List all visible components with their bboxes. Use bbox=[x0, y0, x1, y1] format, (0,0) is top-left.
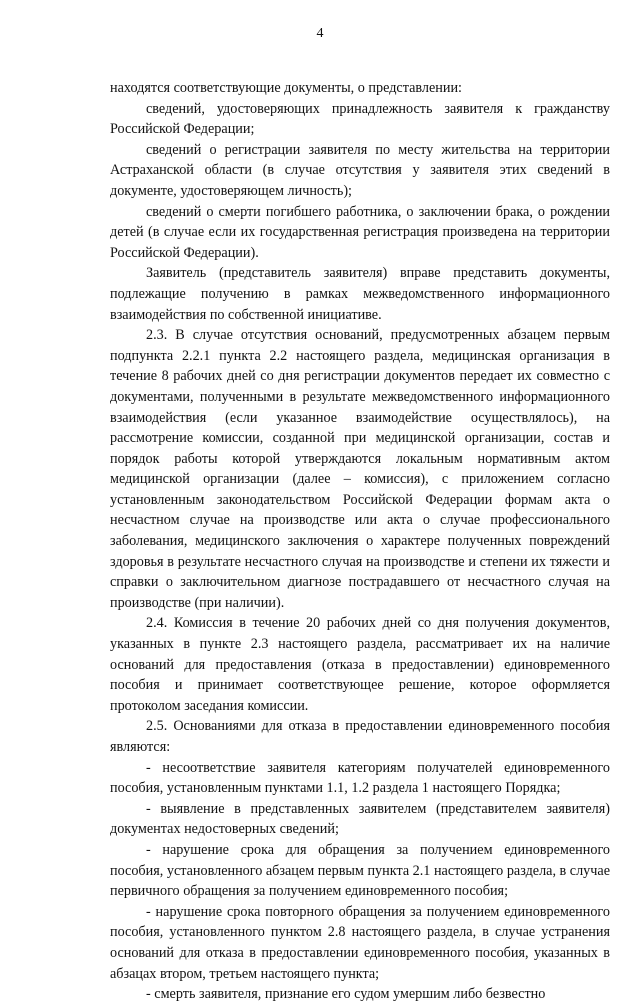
paragraph: сведений о регистрации заявителя по месту жительства на территории Астраханской области (в случае отсутствия у заявителя этих сведений в документе, удостоверяющем личность); bbox=[110, 141, 610, 199]
list-item: - выявление в представленных заявителем (представителем заявителя) документах недостоверных сведений; bbox=[110, 800, 610, 838]
list-item: - смерть заявителя, признание его судом умершим либо безвестно bbox=[146, 986, 546, 1003]
list-item: - нарушение срока для обращения за получением единовременного пособия, установленного абзацем первым пункта 2.1 настоящего раздела, в случае первичного обращения за получением единовременного пособия; bbox=[110, 841, 610, 900]
paragraph: сведений, удостоверяющих принадлежность заявителя к гражданству Российской Федерации; bbox=[110, 100, 610, 138]
paragraph: 2.4. Комиссия в течение 20 рабочих дней со дня получения документов, указанных в пункте 2.3 настоящего раздела, рассматривает их на наличие оснований для предоставления (отказа в предоставлении) единовременного пособия и принимает соответствующее решение, которое оформляется протоколом заседания комиссии. bbox=[110, 615, 610, 714]
paragraph: Заявитель (представитель заявителя) вправе представить документы, подлежащие получению в рамках межведомственного информационного взаимодействия по собственной инициативе. bbox=[110, 265, 610, 323]
list-item: - нарушение срока повторного обращения за получением единовременного пособия, установленного пунктом 2.8 настоящего раздела, в случае устранения оснований для отказа в предоставлении единовременного пособия, указанных в абзацах втором, третьем настоящего пункта; bbox=[110, 903, 610, 982]
list-item: - несоответствие заявителя категориям получателей единовременного пособия, установленным пунктами 1.1, 1.2 раздела 1 настоящего Порядка; bbox=[110, 759, 610, 797]
document-body bbox=[110, 78, 610, 1005]
page-number: 4 bbox=[316, 26, 324, 41]
paragraph: 2.5. Основаниями для отказа в предоставлении единовременного пособия являются: bbox=[110, 718, 610, 755]
paragraph: находятся соответствующие документы, о представлении: bbox=[110, 80, 462, 96]
paragraph: сведений о смерти погибшего работника, о заключении брака, о рождении детей (в случае если их государственная регистрация произведена на территории Российской Федерации). bbox=[110, 203, 610, 261]
paragraph: 2.3. В случае отсутствия оснований, предусмотренных абзацем первым подпункта 2.2.1 пункта 2.2 настоящего раздела, медицинская организация в течение 8 рабочих дней со дня регистрации документов передает их совместно с документами, полученными в результате межведомственного информационного взаимодействия (если указанное взаимодействие осуществлялось), на рассмотрение комиссии, созданной при медицинской организации, состав и порядок работы которой утверждаются локальным нормативным актом медицинской организации (далее – комиссия), с приложением согласно установленным законодательством Российской Федерации формам акта о несчастном случае на производстве или акта о случае профессионального заболевания, медицинского заключения о характере полученных повреждений здоровья в результате несчастного случая на производстве и степени их тяжести и справки о заключительном диагнозе пострадавшего от несчастного случая на производстве (при наличии). bbox=[110, 327, 610, 611]
